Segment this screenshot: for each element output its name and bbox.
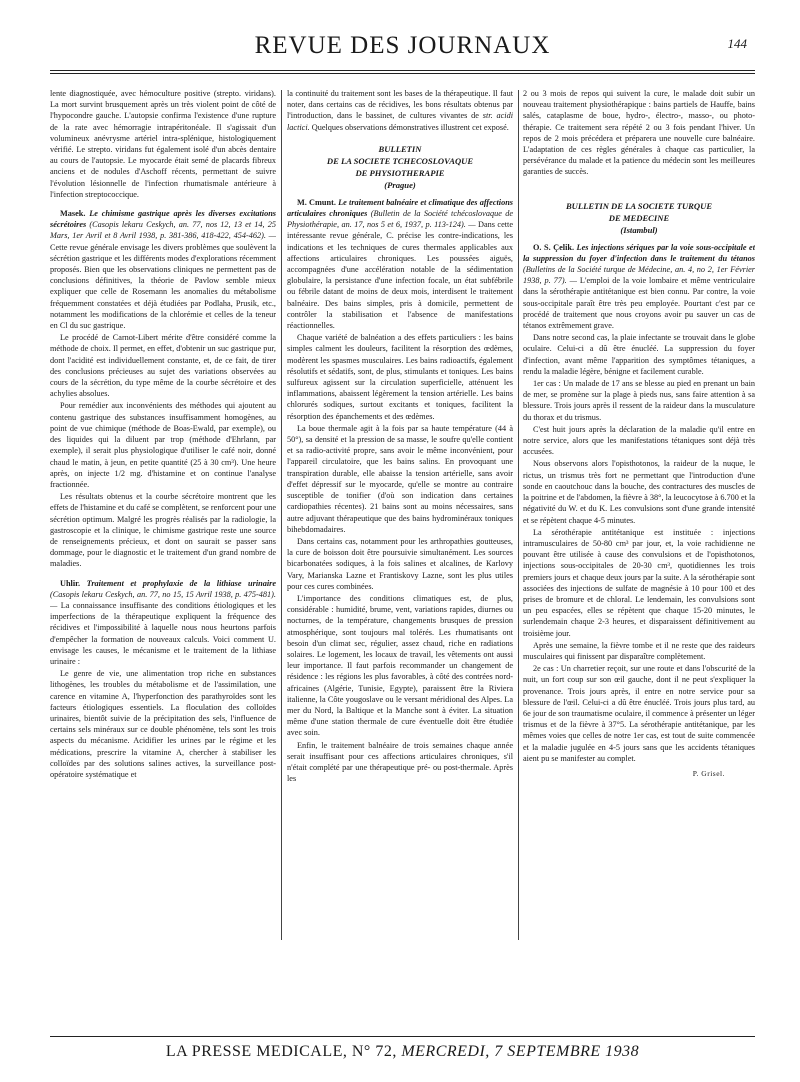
paragraph: lente diagnostiquée, avec hémoculture positive (strepto. viridans). La mort survint brusquement après un très violent point de côté de l'hypocondre gauche. L'autopsie confirma l'existence d'une rupture de la rate avec hémorragie intrapéritonéale. Il s'agissait d'un volumineux anévrysme artériel intra-splénique, histologiquement vérifié. Le strepto. viridans fut également isolé d'un abcès dentaire au cours de l'autopsie. Le myocarde était semé de placards fibreux anciens et de nodules d'Aschoff récents, permettant de suivre l'évolution lésionnelle de l'infection rhumatismale antérieure à l'infection streptococcique. — [50, 89, 276, 199]
paragraph: Pour remédier aux inconvénients des méthodes qui ajoutent au contenu gastrique des substances insuffisamment homogènes, au point de vue chimique (méthode de Boas-Ewald, par exemple), ou des liquides qui la diluent par trop (méthode d'Ehrlann, par exemple), il serait plus physiologique d'utiliser le café noir, donné chaud le matin, à jeun, en petite quantité (25 à 30 cm³). Une heure après, on injecte 1/2 mg. d'histamine et on continue l'analyse fractionnée. — [50, 401, 276, 489]
bulletin-line: DE PHYSIOTHERAPIE — [355, 167, 445, 178]
paragraph: 2e cas : Un charretier reçoit, sur une route et dans l'obscurité de la nuit, un fort coup sur son œil gauche, dont il ne peut s'expliquer la provenance. Trois jours après, il entre en notre service pour sa blessure de l'œil. Celui-ci a dû être énucléé. Trois jours plus tard, au 6e jour de son traumatisme oculaire, il commence à présenter un léger trismus et de la fièvre à 37°5. La sérothérapie antitétanique, par les mêmes voies que celles de notre 1er cas, est tout de suite commencée et la maladie jugulée en 4-5 jours sans que les accidents tétaniques aient pu se manifester au complet. — [523, 664, 755, 763]
article-text: L'emploi de la voie lombaire et même ventriculaire dans la sérothérapie antitétanique est bien connu. Par contre, la voie sous-occipitale paraît être très peu employée. Pourtant c'est par ce procédé de traitement que nous croyons avoir pu sauver un cas de tétanos extrêmement grave. — [523, 276, 755, 331]
article-title: Traitement et prophylaxie de la lithiase urinaire — [86, 578, 276, 588]
paragraph: 1er cas : Un malade de 17 ans se blesse au pied en prenant un bain de mer, se promène sur la plage à pieds nus, sans faire attention à sa blessure. Trois jours après il ressent de la raideur dans la musculature du thorax et du trismus. — [523, 379, 755, 422]
article-title: Le traitement balnéaire et climatique des affections articulaires chroniques — [287, 197, 513, 219]
paragraph: Le procédé de Carnot-Libert mérite d'être considéré comme la méthode de choix. Il permet, en effet, d'obtenir un suc gastrique pur, dont l'acidité est individuellement constante, et, de ce fait, de tirer des conclusions précieuses au sujet des variations observées au cours de la sécrétion, du type même de la courbe sécrétoire et des achylies absolues. — [50, 333, 276, 399]
bulletin-line: BULLETIN — [378, 143, 422, 154]
article-author: O. S. Çelik. — [533, 242, 575, 252]
paragraph: Dans notre second cas, la plaie infectante se trouvait dans le globe oculaire. Celui-ci a dû être énucléé. La suppression du foyer d'infection, avant même l'apparition des symptômes tétaniques, a rendu la maladie légère, bénigne et facilement curable. — [523, 333, 755, 376]
header-rule-thin — [50, 73, 755, 74]
footer-rule — [50, 1036, 755, 1037]
article-title: Les injections sériques par la voie sous-occipitale et la suppression du foyer d'infection dans le traitement du tétanos — [523, 242, 755, 263]
column-left — [50, 88, 276, 1033]
paragraph: Chaque variété de balnéation a des effets particuliers : les bains simples calment les douleurs, facilitent la résorption des œdèmes, modèrent les spasmes musculaires. Les bains radioactifs, également résolutifs et sédatifs, sont, de plus, stimulants et toniques. Les bains sulfureux agissent sur la circulation superficielle, atténuent les inflammations, abaissent légèrement la tension artérielle. Les bains chlorurés sodiques, surtout excitants et toniques, facilitent la résorption des épanchements et des œdèmes. — [287, 333, 513, 421]
paragraph: La boue thermale agit à la fois par sa haute température (44 à 50°), sa densité et la pression de sa masse, le soufre qu'elle contient et sa radio-activité propre, sans avoir le même inconvénient, pour l'appareil circulatoire, que les bains salins. En provoquant une transpiration durable, elle abaisse la tension artérielle, sans avoir d'effet dépressif sur le myocarde, qu'elle se montre au contraire susceptible de tonifier (d'où son indication dans certaines cardiopathies récentes). 21 bains sont au moins nécessaires, sans autre adjuvant thérapeutique que des bains hydrominéraux toniques bihebdomadaires. — [287, 423, 513, 534]
column-middle — [287, 88, 513, 1033]
paragraph: Le genre de vie, une alimentation trop riche en substances lithogènes, les troubles du métabolisme et de l'assimilation, une carence en vitamine A, l'hyperfonction des parathyroïdes sont les facteurs étiologiques essentiels. La floculation des colloïdes urinaires, bientôt suivie de la précipitation des sels, l'influence de certains sels minéraux sur ce double phénomène, tels sont les trois aspects du mécanisme. Acidifier les urines par le régime et les médications, prescrire la vitamine A, chercher à stabiliser les colloïdes par des solutions salines actives, la surveillance post-opératoire systématique et — [50, 669, 276, 779]
bulletin-line: DE MEDECINE — [608, 212, 670, 223]
paragraph: 2 ou 3 mois de repos qui suivent la cure, le malade doit subir un nouveau traitement physiothérapique : bains partiels de Hauffe, bains salés, cataplasme de boue, hydro-, électro-, masso-, ou photo-thérapie. Ce traitement sera répété 2 ou 3 fois pendant l'hiver. Un repos de 2 mois précédera et préparera une nouvelle cure balnéaire. L'adaptation de ces règles générales à chaque cas particulier, la persévérance du malade et la patience du médecin sont les meilleures garanties de succès. — [523, 89, 755, 177]
footer-issue-number: N° 72, — [351, 1043, 397, 1060]
article-celik — [523, 242, 755, 332]
paragraph-text: la continuité du traitement sont les bases de la thérapeutique. Il faut noter, dans certains cas de récidives, les bons résultats obtenus par l'introduction, dans le bassinet, de cultures vivantes de — [287, 89, 513, 121]
journal-section-title: REVUE DES JOURNAUX — [254, 32, 551, 59]
paragraph: Les résultats obtenus et la courbe sécrétoire montrent que les effets de l'histamine et du café se complètent, se renforcent pour une sécrétion optimum. Malgré les progrès réalisés par la radiologie, la gastroscopie et la clinique, le chimisme gastrique reste une source de renseignements précieux, et dont on saurait se passer sans dommage, pour le diagnostic et le traitement d'un grand nombre de maladies. — [50, 492, 276, 569]
footer-journal: LA PRESSE MEDICALE, — [165, 1043, 348, 1060]
paragraph: L'importance des conditions climatiques est, de plus, considérable : humidité, brume, vent, variations rapides, diurnes ou nocturnes, de la température, changements brusques de pression atmosphérique, sont toujours mal tolérés. Les rhumatisants ont besoin d'un climat sec, régulier, assez chaud, riche en radiations solaires. Le logement, les locaux de travail, les vêtements ont aussi leur importance. Il faut parfois recommander un changement de résidence : les régions les plus favorables, à côté des contrées nord-africaines (Algérie, Tunisie, Egypte), paraissent être la Riviera italienne, la Côte yougoslave ou le versant méridional des Alpes. La mer du Nord, la Baltique et la Manche sont à éviter. La situation même d'une station thermale de cure éventuelle doit être étudiée avec soin. — [287, 593, 513, 738]
article-cmunt — [287, 197, 513, 331]
article-text: Cette revue générale envisage les divers problèmes que soulèvent la sécrétion gastrique et les différents modes d'explorations récemment proposés. Bien que les observations cliniques ne permettent pas de conclusions définitives, la théorie de Pavlow semble mieux expliquer que celle de Rosemann les anomalies du métabolisme fréquemment constatées et déjà étudiées par Podlaha, Prusik, etc., notamment les modifications de la chlorémie et celles de la teneur en Cl du suc gastrique. — [50, 242, 276, 331]
author-signature: P. Grisel. — [692, 768, 725, 778]
paragraph: Dans certains cas, notamment pour les arthropathies goutteuses, la cure de boisson doit être poursuivie simultanément. Les sources bicarbonatées sodiques, à la fois salines et alcalines, de Karlovy Vary, Marianska Lazne et Frantiskovy Lazne, sont les plus utiles pour ces cures combinées. — [287, 536, 513, 591]
article-author: M. Cmunt. — [297, 197, 336, 207]
article-reference: (Bulletin de la Société tchécoslovaque de Physiothérapie, an. 17, nos 5 et 6, 1937, p. 113-124). — — [287, 209, 513, 230]
running-header — [50, 32, 755, 66]
article-reference: (Bulletins de la Société turque de Médecine, an. 4, no 2, 1er Février 1938, p. 77). — — [523, 265, 755, 286]
bulletin-heading-turkish — [523, 200, 755, 236]
footer-date: MERCREDI, 7 SEPTEMBRE 1938 — [401, 1043, 640, 1060]
bulletin-line: (Prague) — [384, 179, 416, 190]
paragraph-text: Quelques observations démonstratives illustrent cet exposé. — [311, 122, 509, 132]
article-text: Dans cette intéressante revue générale, C. précise les contre-indications, les indications et les techniques de cures thermales applicables aux affections articulaires chroniques. Les poussées aiguës, accompagnées d'une accélération notable de la sédimentation globulaire, la persistance d'une infection focale, un état subfébrile ou fébrile datant de moins de deux mois, interdisent le traitement balnéaire. Des bains simples, pris à domicile, permettent de contrôler la stabilisation et l'absence de manifestations réactionnelles. — [287, 220, 513, 331]
article-reference: (Casopis lekaru Ceskych, an. 77, nos 12, 13 et 14, 25 Mars, 1er Avril et 8 Avril 1938, p. 381-386, 418-422, 454-462). — — [50, 220, 276, 241]
article-author: Masek. — [60, 209, 86, 219]
bulletin-line: BULLETIN DE LA SOCIETE TURQUE — [565, 200, 713, 211]
paragraph: Après une semaine, la fièvre tombe et il ne reste que des raideurs musculaires qui finissent par disparaître complètement. — [523, 640, 755, 661]
header-rule — [50, 70, 755, 71]
paragraph: C'est huit jours après la déclaration de la maladie qu'il entre en notre service, alors que les manifestations tétaniques sont déjà très accusées. — [523, 424, 755, 457]
paragraph: Enfin, le traitement balnéaire de trois semaines chaque année serait insuffisant pour ces affections articulaires chroniques, s'il n'était complété par une thérapeutique pré- ou post-thermale. Après les — [287, 740, 513, 784]
column-divider-2 — [518, 90, 519, 940]
article-reference: (Casopis lekaru Ceskych, an. 77, no 15, 15 Avril 1938, p. 475-481). — — [50, 589, 276, 610]
page-number: 144 — [727, 36, 747, 51]
paragraph — [287, 88, 513, 133]
paragraph-italic: str. acidi lactici. — [287, 111, 513, 132]
bulletin-line: (Istambul) — [620, 224, 658, 235]
bulletin-line: DE LA SOCIETE TCHECOSLOVAQUE — [326, 155, 474, 166]
column-divider-1 — [281, 90, 282, 940]
paragraph: La sérothérapie antitétanique est instituée : injections intramusculaires de 50-80 cm³ par jour, et, la voie rachidienne ne pouvant être utilisée à cause des convulsions et de l'opisthotonos, injections sous-occipitales de 20-30 cm³, quotidiennes les trois premiers jours et chaque deux jours par la suite. A la sérothérapie sont associées des injections de sulfate de magnésie à 10 pour 100 et des prises de bromure et de chloral. Le lendemain, les convulsions sont un peu espacées, elles se répètent que chaque 15-20 minutes, le surlendemain chaque 2-3 heures, et disparaissent définitivement au troisième jour. — [523, 527, 755, 638]
article-author: Uhlir. — [60, 578, 81, 588]
paragraph: Nous observons alors l'opisthotonos, la raideur de la nuque, le rictus, un trismus très fort ne permettant que l'introduction d'une sonde en caoutchouc dans la bouche, des contractures des muscles de la poitrine et de l'abdomen, la fièvre à 38°, la leucocytose à 6.700 et la négativité du W. et du K. Les convulsions sont d'une grande intensité et se répètent chaque 4-5 minutes. — [523, 459, 755, 525]
article-title: Le chimisme gastrique après les diverses excitations sécrétoires — [50, 209, 276, 230]
article-uhlir — [50, 578, 276, 668]
bulletin-heading-czech — [287, 143, 513, 191]
article-text: La connaissance insuffisante des conditions étiologiques et les imperfections de la thérapeutique expliquent la fréquence des récidives et l'impossibilité à laquelle nous nous heurtons parfois d'empêcher la formation de nouveaux calculs. Voici comment U. envisage les causes, le mécanisme et le traitement de la lithiase urinaire : — [50, 600, 276, 666]
article-masek — [50, 208, 276, 331]
column-right — [523, 88, 755, 1033]
running-footer — [50, 1043, 755, 1061]
